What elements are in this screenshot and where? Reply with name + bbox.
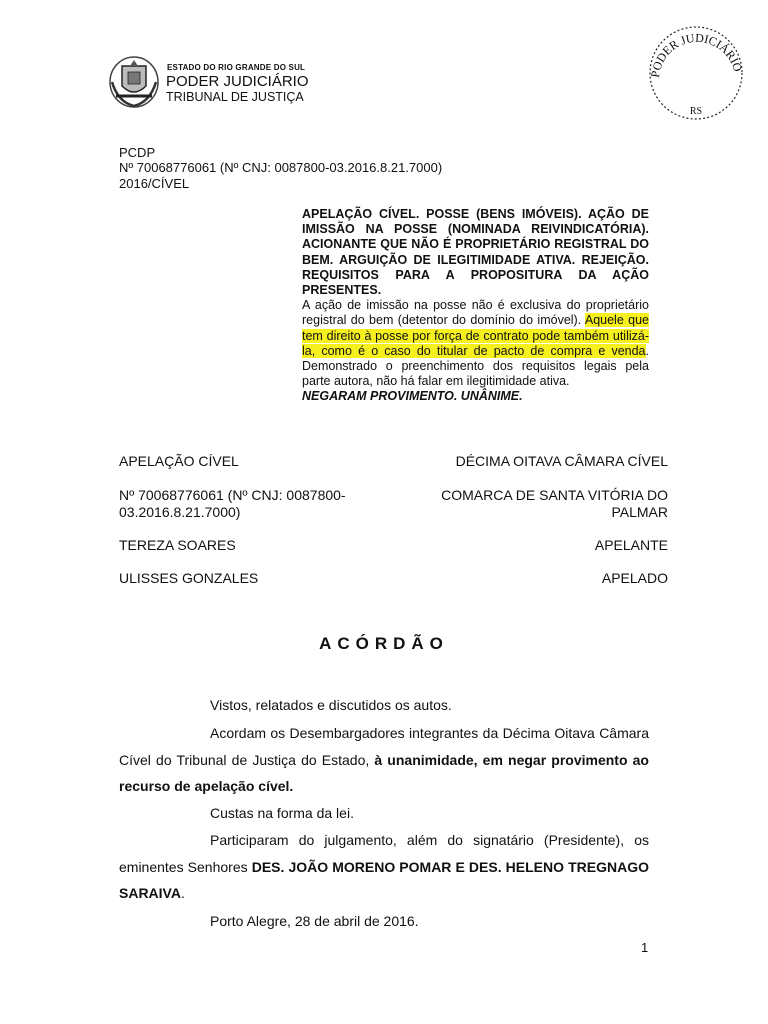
seal-bottom-text: RS bbox=[689, 106, 703, 117]
case-number-line-1: Nº 70068776061 (Nº CNJ: 0087800- bbox=[119, 487, 346, 503]
acordao-title: ACÓRDÃO bbox=[319, 634, 449, 653]
ementa-block bbox=[302, 207, 649, 405]
p2-plain: Acordam os Desembargadores integrantes da Décima Oitava Câmara Cível do Tribunal de Justiça do Estado, bbox=[119, 725, 649, 768]
parties-row-appellant bbox=[119, 537, 668, 554]
appellant-role: APELANTE bbox=[594, 537, 668, 553]
coat-of-arms-emblem bbox=[108, 52, 160, 110]
ementa-verdict: NEGARAM PROVIMENTO. UNÂNIME. bbox=[302, 389, 523, 404]
acordao-paragraph-3: Custas na forma da lei. bbox=[210, 805, 354, 821]
appellee-name: ULISSES GONZALES bbox=[119, 570, 259, 586]
acordao-paragraph-1: Vistos, relatados e discutidos os autos. bbox=[210, 697, 452, 713]
p4-bold: DES. JOÃO MORENO POMAR E DES. HELENO TREGNAGO SARAIVA bbox=[119, 858, 649, 901]
appellee-role: APELADO bbox=[601, 570, 668, 586]
judiciary-seal-stamp bbox=[645, 22, 747, 124]
case-number-line-2: 03.2016.8.21.7000) bbox=[119, 504, 241, 520]
parties-row-appellee bbox=[119, 570, 668, 587]
svg-text:PODER JUDICIÁRIO bbox=[648, 31, 745, 79]
parties-row-class bbox=[119, 453, 668, 470]
seal-arc-text: PODER JUDICIÁRIO bbox=[647, 30, 746, 79]
parties-row-number bbox=[119, 487, 668, 521]
comarca-line-1: COMARCA DE SANTA VITÓRIA DO bbox=[441, 487, 668, 503]
ementa-body bbox=[302, 298, 649, 389]
page-number: 1 bbox=[641, 940, 649, 955]
ementa-headnote: APELAÇÃO CÍVEL. POSSE (BENS IMÓVEIS). AÇÃO DE IMISSÃO NA POSSE (NOMINADA REIVINDICATÓRIA). ACIONANTE QUE NÃO É PROPRIETÁRIO REGISTRAL DO BEM. ARGUIÇÃO DE ILEGITIMIDADE ATIVA. REJEIÇÃO. REQUISITOS PARA A PROPOSITURA DA AÇÃO PRESENTES. bbox=[302, 207, 649, 298]
acordao-paragraph-5: Porto Alegre, 28 de abril de 2016. bbox=[210, 913, 419, 929]
case-number bbox=[119, 487, 346, 521]
header-court: TRIBUNAL DE JUSTIÇA bbox=[166, 90, 304, 104]
appellant-name: TEREZA SOARES bbox=[119, 537, 236, 553]
appeal-type: APELAÇÃO CÍVEL bbox=[119, 453, 239, 469]
process-code: PCDP bbox=[119, 145, 156, 160]
comarca bbox=[441, 487, 668, 521]
ementa-highlighted-text: Aquele que tem direito à posse por força de contrato pode também utilizá-la, como é o caso do titular de pacto de compra e venda bbox=[302, 313, 649, 358]
p4-plain: Participaram do julgamento, além do signatário (Presidente), os eminentes Senhores bbox=[119, 832, 649, 875]
process-number: Nº 70068776061 (Nº CNJ: 0087800-03.2016.8.21.7000) bbox=[119, 160, 443, 175]
acordao-paragraph-2 bbox=[119, 720, 649, 800]
chamber-name: DÉCIMA OITAVA CÂMARA CÍVEL bbox=[455, 453, 668, 469]
acordao-paragraph-4 bbox=[119, 827, 649, 907]
process-year-type: 2016/CÍVEL bbox=[119, 176, 190, 191]
ementa-text-before: A ação de imissão na posse não é exclusiva do proprietário registral do bem (detentor do domínio do imóvel). bbox=[302, 298, 649, 328]
header-power: PODER JUDICIÁRIO bbox=[166, 73, 309, 90]
header-state: ESTADO DO RIO GRANDE DO SUL bbox=[167, 63, 306, 72]
p2-bold: à unanimidade, em negar provimento ao recurso de apelação cível. bbox=[119, 751, 649, 794]
comarca-line-2: PALMAR bbox=[611, 504, 668, 520]
ementa-text-after: . Demonstrado o preenchimento dos requisitos legais pela parte autora, não há falar em ilegitimidade ativa. bbox=[302, 343, 649, 389]
p4-end: . bbox=[180, 885, 185, 901]
